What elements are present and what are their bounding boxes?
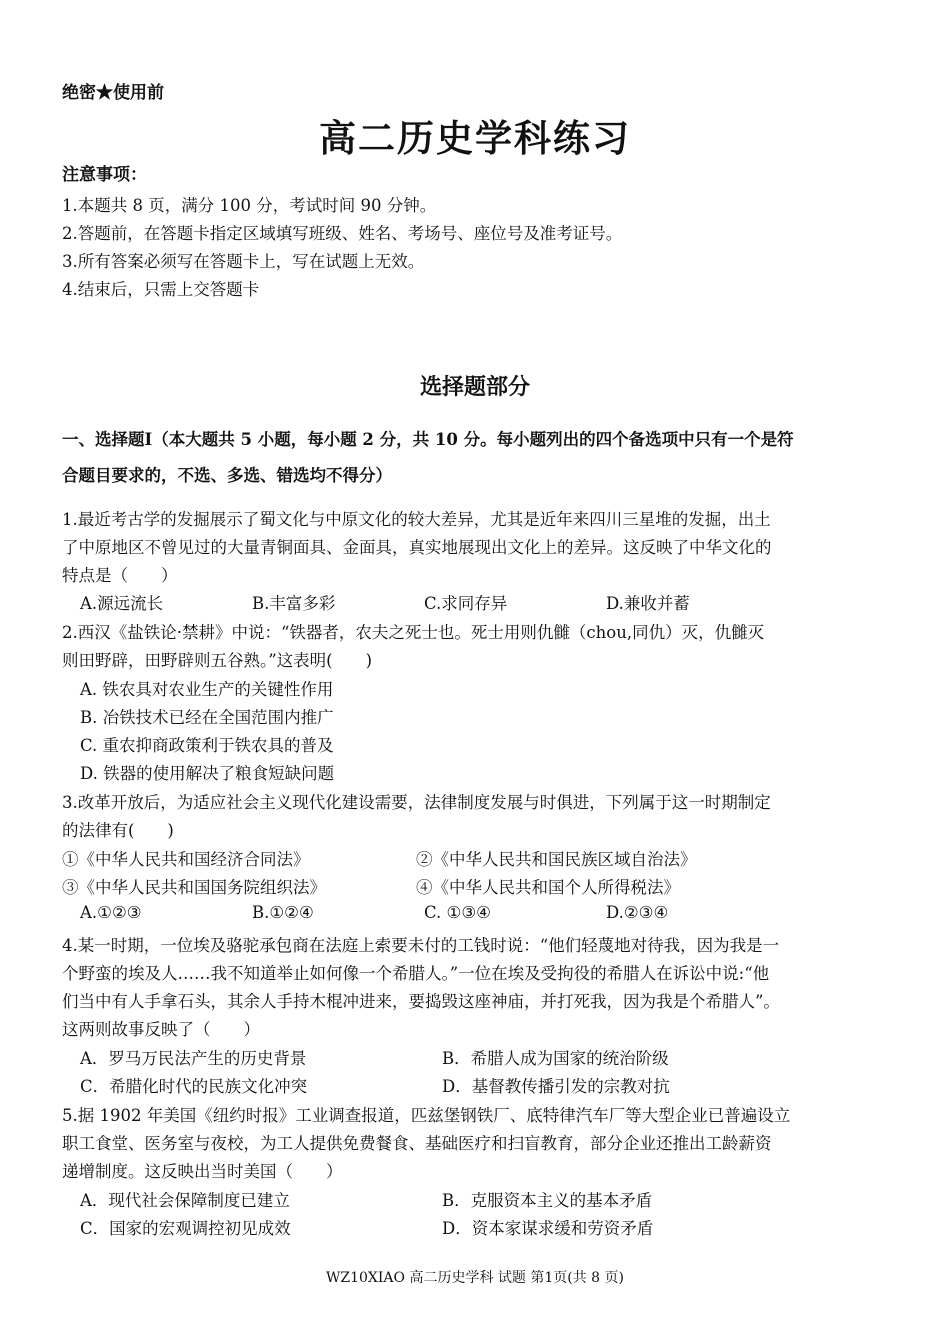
notice-item: 2.答题前，在答题卡指定区域填写班级、姓名、考场号、座位号及准考证号。 <box>62 224 623 243</box>
question-2-option-b: B. 冶铁技术已经在全国范围内推广 <box>80 708 334 727</box>
question-4-stem-line: 4.某一时期，一位埃及骆驼承包商在法庭上索要未付的工钱时说：“他们轻蔑地对待我，因为我是一 <box>62 936 780 955</box>
question-3-option-b: B.①②④ <box>252 903 314 922</box>
question-2-option-c: C. 重农抑商政策利于铁农具的普及 <box>80 736 334 755</box>
question-3-item: ③《中华人民共和国国务院组织法》 <box>62 878 326 897</box>
question-5-stem-line: 递增制度。这反映出当时美国（ ） <box>62 1162 343 1181</box>
notice-item: 3.所有答案必须写在答题卡上，写在试题上无效。 <box>62 252 425 271</box>
question-5-option-a: A．现代社会保障制度已建立 <box>80 1191 290 1210</box>
question-1-option-b: B.丰富多彩 <box>252 594 336 613</box>
question-3-stem-line: 的法律有( ) <box>62 821 174 840</box>
question-4-stem-line: 这两则故事反映了（ ） <box>62 1020 260 1039</box>
confidential-label: 绝密★使用前 <box>62 83 164 103</box>
question-1-option-c: C.求同存异 <box>424 594 508 613</box>
question-5-stem-line: 5.据 1902 年美国《纽约时报》工业调查报道，匹兹堡钢铁厂、底特律汽车厂等大型企业已普遍设立 <box>62 1106 791 1125</box>
question-3-stem-line: 3.改革开放后，为适应社会主义现代化建设需要，法律制度发展与时俱进，下列属于这一时期制定 <box>62 793 771 812</box>
question-4-option-d: D．基督教传播引发的宗教对抗 <box>442 1077 670 1096</box>
question-1-option-a: A.源远流长 <box>80 594 164 613</box>
notice-heading: 注意事项： <box>62 165 147 185</box>
question-1-stem-line: 了中原地区不曾见过的大量青铜面具、金面具，真实地展现出文化上的差异。这反映了中华文化的 <box>62 538 772 557</box>
section-title: 选择题部分 <box>419 374 530 400</box>
page-title: 高二历史学科练习 <box>319 116 631 160</box>
question-5-option-b: B．克服资本主义的基本矛盾 <box>442 1191 653 1210</box>
question-4-option-c: C．希腊化时代的民族文化冲突 <box>80 1077 308 1096</box>
question-4-option-a: A．罗马万民法产生的历史背景 <box>80 1049 307 1068</box>
question-3-option-d: D.②③④ <box>606 903 669 922</box>
question-1-stem-line: 特点是（ ） <box>62 566 178 585</box>
part-instructions-line: 一、选择题Ⅰ（本大题共 5 小题，每小题 2 分，共 10 分。每小题列出的四个备选项中只有一个是符 <box>62 430 794 449</box>
question-5-option-d: D．资本家谋求缓和劳资矛盾 <box>442 1219 654 1238</box>
question-4-stem-line: 个野蛮的埃及人……我不知道举止如何像一个希腊人。”一位在埃及受拘役的希腊人在诉讼中说:“他 <box>62 964 770 983</box>
question-2-stem-line: 则田野辟，田野辟则五谷熟。”这表明( ) <box>62 651 373 670</box>
question-3-item: ①《中华人民共和国经济合同法》 <box>62 850 310 869</box>
question-1-option-d: D.兼收并蓄 <box>606 594 690 613</box>
question-2-option-d: D. 铁器的使用解决了粮食短缺问题 <box>80 764 335 783</box>
page-footer: WZ10XIAO 高二历史学科 试题 第1页(共 8 页) <box>325 1270 624 1286</box>
notice-item: 4.结束后，只需上交答题卡 <box>62 280 260 299</box>
question-5-stem-line: 职工食堂、医务室与夜校，为工人提供免费餐食、基础医疗和扫盲教育，部分企业还推出工龄薪资 <box>62 1134 772 1153</box>
question-3-option-c: C. ①③④ <box>424 903 491 922</box>
question-3-option-a: A.①②③ <box>80 903 142 922</box>
question-4-stem-line: 们当中有人手拿石头，其余人手持木棍冲进来，要捣毁这座神庙，并打死我，因为我是个希腊人”。 <box>62 992 780 1011</box>
question-1-stem-line: 1.最近考古学的发掘展示了蜀文化与中原文化的较大差异，尤其是近年来四川三星堆的发掘，出土 <box>62 510 771 529</box>
question-5-option-c: C．国家的宏观调控初见成效 <box>80 1219 291 1238</box>
question-2-stem-line: 2.西汉《盐铁论·禁耕》中说：“铁器者，农夫之死士也。死士用则仇雠（chou,同仇）灭，仇雠灭 <box>62 623 765 642</box>
question-4-option-b: B．希腊人成为国家的统治阶级 <box>442 1049 669 1068</box>
question-3-item: ②《中华人民共和国民族区域自治法》 <box>416 850 697 869</box>
question-2-option-a: A. 铁农具对农业生产的关键性作用 <box>80 680 334 699</box>
question-3-item: ④《中华人民共和国个人所得税法》 <box>416 878 680 897</box>
notice-item: 1.本题共 8 页，满分 100 分，考试时间 90 分钟。 <box>62 196 437 215</box>
part-instructions-line: 合题目要求的，不选、多选、错选均不得分） <box>62 466 392 485</box>
